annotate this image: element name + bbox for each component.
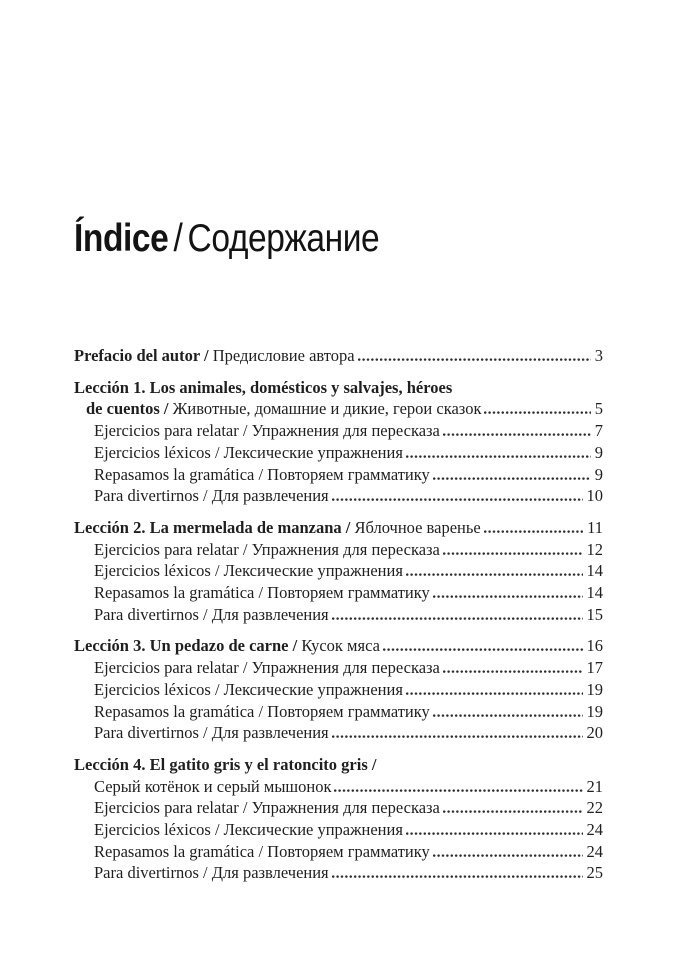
toc-row-text: Ejercicios léxicos / Лексические упражнения: [94, 679, 403, 699]
toc-row-text: Ejercicios léxicos / Лексические упражнения: [94, 442, 403, 462]
toc-row-text: Ejercicios léxicos / Лексические упражнения: [94, 820, 403, 840]
toc-row-bold-text: Lección 3. Un pedazo de carne /: [74, 636, 302, 656]
toc-row-text: Repasamos la gramática / Повторяем грамматику: [94, 464, 430, 484]
toc-row: [74, 797, 603, 819]
toc-row: [74, 819, 603, 841]
toc-row: [74, 754, 603, 776]
toc-row-text: Яблочное варенье: [354, 517, 481, 537]
toc-row: [74, 862, 603, 884]
dot-leader: [332, 874, 583, 878]
page-number: 9: [594, 442, 603, 462]
page-number: 11: [587, 517, 603, 537]
toc-row-bold-text: Lección 4. El gatito gris y el ratoncito gris /: [74, 754, 377, 774]
dot-leader: [406, 572, 583, 576]
table-of-contents: [74, 345, 603, 884]
toc-row-text: Repasamos la gramática / Повторяем грамматику: [94, 701, 430, 721]
page-number: 20: [586, 723, 603, 743]
toc-row-bold-text: de cuentos /: [86, 399, 173, 419]
title-separator-slash: /: [173, 217, 183, 260]
page-number: 17: [586, 658, 603, 678]
page-number: 15: [586, 604, 603, 624]
toc-row-bold-text: Lección 2. La mermelada de manzana /: [74, 517, 355, 537]
toc-row-text: Repasamos la gramática / Повторяем грамматику: [94, 583, 430, 603]
page-number: 3: [594, 346, 603, 365]
toc-row: [74, 635, 603, 657]
toc-row-text: Ejercicios para relatar / Упражнения для пересказа: [94, 539, 440, 559]
toc-row: [74, 442, 603, 464]
toc-row: [74, 776, 603, 798]
toc-entry: [74, 377, 603, 507]
page-number: 21: [586, 776, 603, 796]
dot-leader: [433, 476, 591, 480]
toc-row-text: Para divertirnos / Для развлечения: [94, 486, 329, 506]
dot-leader: [443, 669, 583, 673]
dot-leader: [484, 410, 590, 414]
dot-leader: [383, 647, 583, 651]
toc-row-bold-text: Prefacio del autor /: [74, 346, 213, 365]
dot-leader: [358, 357, 591, 361]
toc-row: [74, 420, 603, 442]
toc-row: [74, 841, 603, 863]
toc-row: [74, 517, 603, 539]
dot-leader: [484, 529, 583, 533]
toc-entry: [74, 517, 603, 626]
toc-row-text: Серый котёнок и серый мышонок: [94, 776, 332, 796]
toc-row-text: Ejercicios para relatar / Упражнения для пересказа: [94, 421, 440, 441]
page-number: 5: [594, 399, 603, 419]
page-title: [74, 216, 603, 262]
toc-row-text: Para divertirnos / Для развлечения: [94, 604, 329, 624]
page-number: 12: [586, 539, 603, 559]
dot-leader: [443, 432, 591, 436]
page-number: 24: [586, 841, 603, 861]
title-russian: Содержание: [187, 217, 380, 260]
toc-row-text: Ejercicios para relatar / Упражнения для пересказа: [94, 658, 440, 678]
dot-leader: [433, 713, 583, 717]
dot-leader: [433, 853, 583, 857]
toc-row-text: Предисловие автора: [212, 346, 355, 365]
toc-row: [74, 560, 603, 582]
dot-leader: [332, 497, 583, 501]
dot-leader: [334, 788, 582, 792]
toc-row-text: Repasamos la gramática / Повторяем грамматику: [94, 841, 430, 861]
toc-row: [74, 464, 603, 486]
page-number: 16: [586, 636, 603, 656]
dot-leader: [406, 454, 591, 458]
page-number: 24: [586, 820, 603, 840]
page-number: 25: [586, 863, 603, 883]
dot-leader: [443, 809, 583, 813]
toc-row-text: Ejercicios para relatar / Упражнения для пересказа: [94, 798, 440, 818]
toc-entry: [74, 754, 603, 884]
dot-leader: [332, 616, 583, 620]
dot-leader: [433, 594, 583, 598]
page-number: 10: [586, 486, 603, 506]
toc-row: [74, 722, 603, 744]
page-number: 19: [586, 701, 603, 721]
page-number: 19: [586, 679, 603, 699]
toc-row-bold-text: Lección 1. Los animales, domésticos y salvajes, héroes: [74, 377, 453, 397]
toc-row: [74, 604, 603, 626]
toc-row-text: Ejercicios léxicos / Лексические упражнения: [94, 561, 403, 581]
toc-row: [74, 398, 603, 420]
toc-row-text: Para divertirnos / Для развлечения: [94, 723, 329, 743]
toc-row-text: Кусок мяса: [301, 636, 380, 656]
toc-entry: [74, 345, 603, 367]
toc-row-text: Животные, домашние и дикие, герои сказок: [172, 399, 482, 419]
page-number: 14: [586, 561, 603, 581]
toc-row: [74, 657, 603, 679]
dot-leader: [406, 831, 583, 835]
title-spanish: Índice: [74, 217, 169, 260]
page-number: 9: [594, 464, 603, 484]
toc-row: [74, 679, 603, 701]
toc-row: [74, 485, 603, 507]
page-number: 22: [586, 798, 603, 818]
toc-row: [74, 582, 603, 604]
dot-leader: [443, 551, 583, 555]
page-number: 14: [586, 583, 603, 603]
page-title-inner: [74, 216, 379, 262]
page-number: 7: [594, 421, 603, 441]
toc-row: [74, 701, 603, 723]
toc-entry: [74, 635, 603, 744]
toc-row: [74, 377, 603, 399]
toc-row: [74, 345, 603, 367]
toc-row-text: Para divertirnos / Для развлечения: [94, 863, 329, 883]
dot-leader: [406, 691, 583, 695]
toc-row: [74, 539, 603, 561]
dot-leader: [332, 734, 583, 738]
